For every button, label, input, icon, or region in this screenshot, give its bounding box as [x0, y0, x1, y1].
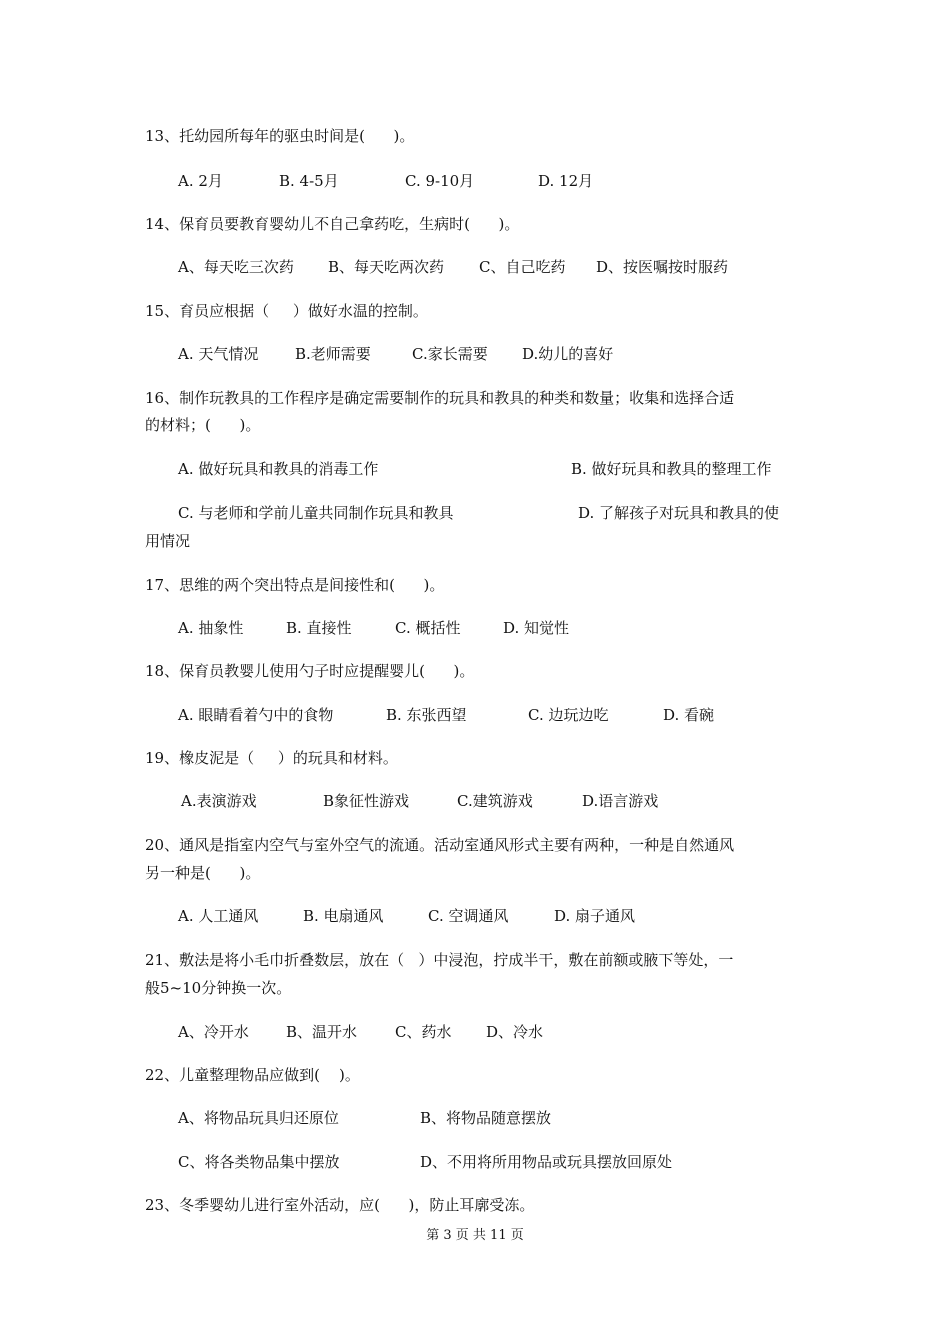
question-19-option-a: A.表演游戏: [181, 792, 257, 810]
question-16-stem-line-2: 的材料；( )。: [145, 416, 261, 434]
question-19-option-d: D.语言游戏: [582, 792, 659, 810]
question-20-option-a: A. 人工通风: [178, 907, 259, 925]
question-22-option-a: A、将物品玩具归还原位: [178, 1109, 339, 1127]
question-14-option-a: A、每天吃三次药: [178, 258, 294, 276]
question-13-stem: 13、托幼园所每年的驱虫时间是( )。: [145, 127, 415, 145]
question-18-option-a: A. 眼睛看着勺中的食物: [178, 706, 334, 724]
question-16-stem-line-1: 16、制作玩教具的工作程序是确定需要制作的玩具和教具的种类和数量；收集和选择合适: [145, 389, 735, 407]
question-21-option-c: C、药水: [395, 1023, 452, 1041]
question-19-option-c: C.建筑游戏: [457, 792, 533, 810]
question-15-option-a: A. 天气情况: [178, 345, 259, 363]
question-17-option-c: C. 概括性: [395, 619, 461, 637]
question-14-option-c: C、自己吃药: [479, 258, 566, 276]
question-21-option-d: D、冷水: [486, 1023, 544, 1041]
question-20-stem-line-1: 20、通风是指室内空气与室外空气的流通。活动室通风形式主要有两种，一种是自然通风: [145, 836, 735, 854]
question-22-option-c: C、将各类物品集中摆放: [178, 1153, 340, 1171]
page-number-footer: 第 3 页 共 11 页: [426, 1228, 524, 1243]
question-18-option-c: C. 边玩边吃: [528, 706, 609, 724]
question-20-stem-line-2: 另一种是( )。: [145, 864, 261, 882]
question-14-option-b: B、每天吃两次药: [328, 258, 445, 276]
question-22-option-d: D、不用将所用物品或玩具摆放回原处: [420, 1153, 673, 1171]
question-18-option-d: D. 看碗: [663, 706, 715, 724]
question-22-option-b: B、将物品随意摆放: [420, 1109, 552, 1127]
question-17-option-d: D. 知觉性: [503, 619, 570, 637]
question-22-stem: 22、儿童整理物品应做到( )。: [145, 1066, 360, 1084]
question-13-option-d: D. 12月: [538, 172, 594, 190]
question-15-option-c: C.家长需要: [412, 345, 488, 363]
question-14-stem: 14、保育员要教育婴幼儿不自己拿药吃，生病时( )。: [145, 215, 520, 233]
question-14-option-d: D、按医嘱按时服药: [596, 258, 729, 276]
question-18-option-b: B. 东张西望: [386, 706, 467, 724]
question-13-option-b: B. 4-5月: [279, 172, 339, 190]
question-15-stem: 15、育员应根据（ ）做好水温的控制。: [145, 302, 428, 320]
question-15-option-d: D.幼儿的喜好: [522, 345, 614, 363]
question-17-option-b: B. 直接性: [286, 619, 352, 637]
question-21-stem-line-2: 般5~10分钟换一次。: [145, 979, 292, 997]
question-21-option-b: B、温开水: [286, 1023, 358, 1041]
question-20-option-d: D. 扇子通风: [554, 907, 636, 925]
question-20-option-c: C. 空调通风: [428, 907, 509, 925]
question-23-stem: 23、冬季婴幼儿进行室外活动，应( )，防止耳廓受冻。: [145, 1196, 535, 1214]
question-20-option-b: B. 电扇通风: [303, 907, 384, 925]
question-18-stem: 18、保育员教婴儿使用勺子时应提醒婴儿( )。: [145, 662, 475, 680]
question-16-option-d: D. 了解孩子对玩具和教具的使: [578, 504, 780, 522]
question-16-option-b: B. 做好玩具和教具的整理工作: [571, 460, 772, 478]
question-15-option-b: B.老师需要: [295, 345, 371, 363]
question-19-stem: 19、橡皮泥是（ ）的玩具和材料。: [145, 749, 398, 767]
question-16-option-d-continuation: 用情况: [145, 532, 191, 550]
question-16-option-c: C. 与老师和学前儿童共同制作玩具和教具: [178, 504, 454, 522]
question-17-option-a: A. 抽象性: [178, 619, 244, 637]
question-21-option-a: A、冷开水: [178, 1023, 249, 1041]
question-13-option-c: C. 9-10月: [405, 172, 475, 190]
question-17-stem: 17、思维的两个突出特点是间接性和( )。: [145, 576, 445, 594]
question-21-stem-line-1: 21、敷法是将小毛巾折叠数层，放在（ ）中浸泡，拧成半干，敷在前额或腋下等处，一: [145, 951, 734, 969]
question-13-option-a: A. 2月: [178, 172, 223, 190]
question-19-option-b: B象征性游戏: [323, 792, 410, 810]
question-16-option-a: A. 做好玩具和教具的消毒工作: [178, 460, 379, 478]
